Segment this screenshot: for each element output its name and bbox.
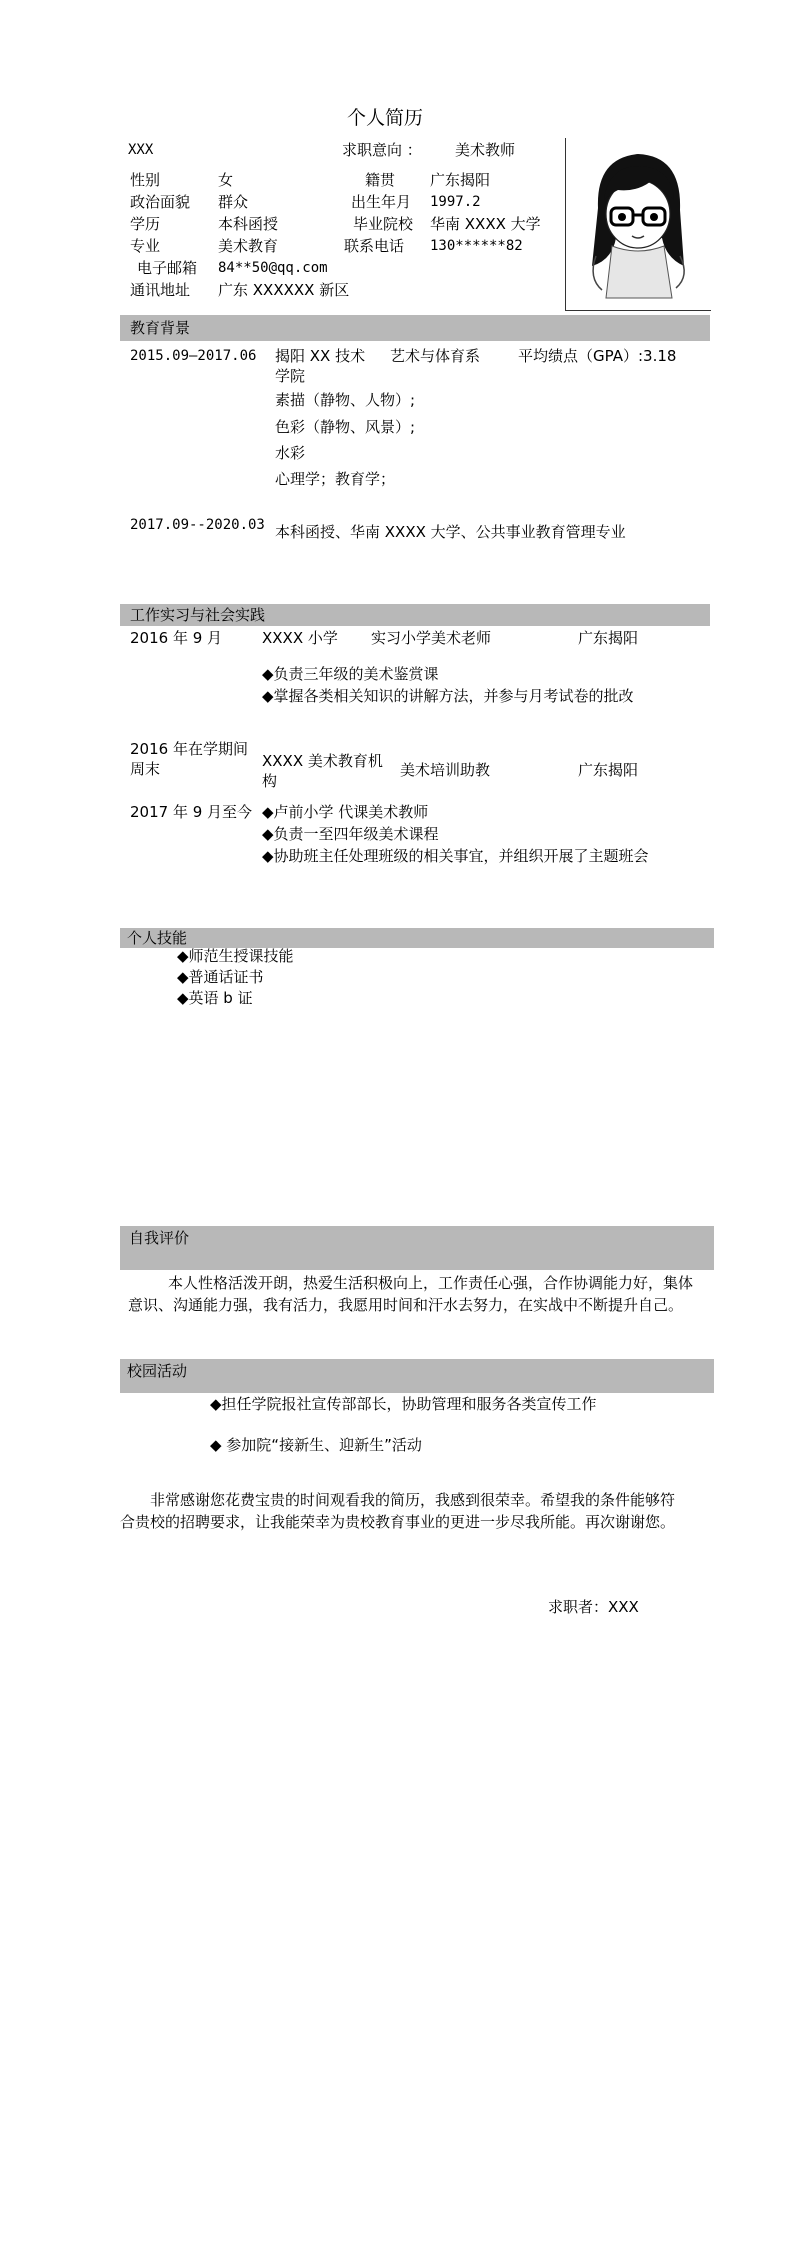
- gender-value: 女: [218, 171, 234, 189]
- school-label: 毕业院校: [353, 215, 414, 233]
- education-heading: 教育背景: [130, 319, 191, 337]
- work1-org: XXXX 小学: [262, 629, 338, 647]
- phone-label: 联系电话: [344, 237, 405, 255]
- work2-role: 美术培训助教: [400, 761, 491, 779]
- education-level-value: 本科函授: [218, 215, 279, 233]
- closing-text: 非常感谢您花费宝贵的时间观看我的简历，我感到很荣幸。希望我的条件能够符合贵校的招聘要求，让我能荣幸为贵校教育事业的更进一步尽我所能。再次谢谢您。: [120, 1491, 676, 1531]
- work3-bullet-3: ◆协助班主任处理班级的相关事宜，并组织开展了主题班会: [262, 847, 649, 865]
- major-value: 美术教育: [218, 237, 279, 255]
- work-section-header: [120, 604, 710, 626]
- work2-place: 广东揭阳: [578, 761, 639, 779]
- skills-heading: 个人技能: [127, 929, 188, 947]
- edu1-course-2: 色彩（静物、风景）;: [275, 418, 416, 436]
- self-eval-text: 本人性格活泼开朗，热爱生活积极向上，工作责任心强，合作协调能力好，集体意识、沟通能力强，我有活力，我愿用时间和汗水去努力，在实战中不断提升自己。: [128, 1274, 694, 1314]
- self-eval-heading: 自我评价: [129, 1229, 190, 1247]
- work2-date-cont: 周末: [130, 760, 161, 778]
- work-heading: 工作实习与社会实践: [130, 606, 266, 624]
- cartoon-girl-avatar-icon: [566, 138, 711, 310]
- work1-bullet-1: ◆负责三年级的美术鉴赏课: [262, 665, 439, 683]
- page-title: 个人简历: [347, 107, 424, 129]
- address-label: 通讯地址: [130, 281, 191, 299]
- edu1-school-cont: 学院: [275, 367, 306, 385]
- work1-bullet-2: ◆掌握各类相关知识的讲解方法，并参与月考试卷的批改: [262, 687, 634, 705]
- work2-org: XXXX 美术教育机: [262, 752, 383, 770]
- campus-heading: 校园活动: [127, 1362, 188, 1380]
- skills-section-header: [120, 928, 714, 948]
- hometown-label: 籍贯: [365, 171, 396, 189]
- job-intent-value: 美术教师: [455, 141, 516, 159]
- edu1-course-1: 素描（静物、人物）;: [275, 391, 416, 409]
- edu2-date: 2017.09--2020.03: [130, 517, 265, 533]
- gender-label: 性别: [130, 171, 161, 189]
- major-label: 专业: [130, 237, 161, 255]
- skill-2: ◆普通话证书: [177, 968, 264, 986]
- skill-1: ◆师范生授课技能: [177, 947, 294, 965]
- job-intent-label: 求职意向 ：: [342, 141, 422, 159]
- education-section-header: [120, 315, 710, 341]
- edu1-gpa: 平均绩点（GPA）:3.18: [518, 347, 677, 365]
- work3-bullet-1: ◆卢前小学 代课美术教师: [262, 803, 429, 821]
- birth-label: 出生年月: [351, 193, 412, 211]
- edu2-desc: 本科函授、华南 XXXX 大学、公共事业教育管理专业: [275, 523, 626, 541]
- politics-label: 政治面貌: [130, 193, 191, 211]
- birth-value: 1997.2: [430, 194, 481, 210]
- email-label: 电子邮箱: [137, 259, 198, 277]
- edu1-school: 揭阳 XX 技术: [275, 347, 366, 365]
- work1-role: 实习小学美术老师: [371, 629, 492, 647]
- campus-section-header: [120, 1359, 714, 1393]
- edu1-course-4: 心理学；教育学；: [275, 470, 396, 488]
- profile-photo: [565, 138, 711, 311]
- applicant-name: XXX: [128, 142, 154, 158]
- signature: 求职者：XXX: [548, 1598, 639, 1616]
- edu1-date: 2015.09—2017.06: [130, 348, 257, 364]
- politics-value: 群众: [218, 193, 249, 211]
- campus-activity-2: ◆ 参加院“接新生、迎新生”活动: [210, 1436, 422, 1454]
- campus-activity-1: ◆担任学院报社宣传部部长，协助管理和服务各类宣传工作: [210, 1395, 597, 1413]
- work2-org-cont: 构: [262, 772, 278, 790]
- hometown-value: 广东揭阳: [430, 171, 491, 189]
- skill-3: ◆英语 b 证: [177, 989, 253, 1007]
- work1-place: 广东揭阳: [578, 629, 639, 647]
- work1-date: 2016 年 9 月: [130, 629, 223, 647]
- work3-bullet-2: ◆负责一至四年级美术课程: [262, 825, 439, 843]
- work3-date: 2017 年 9 月至今: [130, 803, 253, 821]
- edu1-major: 艺术与体育系: [390, 347, 481, 365]
- edu1-course-3: 水彩: [275, 444, 306, 462]
- school-value: 华南 XXXX 大学: [430, 215, 541, 233]
- self-eval-section-header: [120, 1226, 714, 1270]
- email-value: 84**50@qq.com: [218, 260, 328, 276]
- education-level-label: 学历: [130, 215, 161, 233]
- address-value: 广东 XXXXXX 新区: [218, 281, 350, 299]
- work2-date: 2016 年在学期间: [130, 740, 248, 758]
- phone-value: 130******82: [430, 238, 523, 254]
